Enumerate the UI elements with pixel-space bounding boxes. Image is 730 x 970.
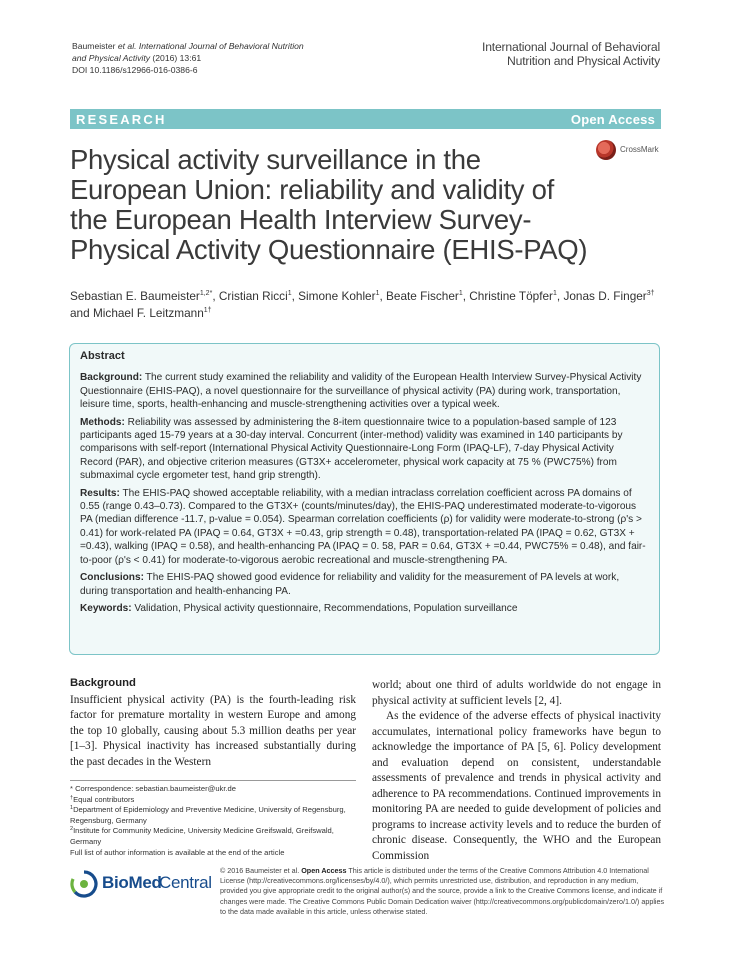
abstract-heading: Abstract xyxy=(80,350,125,362)
abstract-box xyxy=(69,343,660,655)
license-statement: © 2016 Baumeister et al. Open Access This article is distributed under the terms of the Creative Commons Attribution 4.0 International License (http://creativecommons.org/licenses/by/4.0/), which permits unrestricted use, distribution, and reproduction in any medium, provided you give appropriate credit to the original author(s) and the source, provide a link to the Creative Commons license, and indicate if changes were made. The Creative Commons Public Domain Dedication waiver (http://creativecommons.org/publicdomain/zero/1.0/) applies to the data made available in this article, unless otherwise stated. xyxy=(220,866,665,916)
body-paragraph: As the evidence of the adverse effects of physical inactivity accumulates, international policy frameworks have begun to acknowledge the importance of PA [5, 6]. Policy development and evaluation depend on consistent, understandable assessments of prevalence and trends in physical activity and adherence to PA recommendations. Continued improvements in monitoring PA are needed to guide development of policies and programs to increase activity levels and to reduce the burden of chronic disease. Consequently, the WHO and the European Commission xyxy=(372,710,661,862)
body-left-column xyxy=(70,676,356,770)
citation-journal-2: and Physical Activity xyxy=(72,53,151,63)
author: Michael F. Leitzmann$^{1\dagger}$ xyxy=(92,306,212,320)
citation-volume: (2016) 13:61 xyxy=(150,53,202,63)
section-heading-background: Background xyxy=(70,677,136,689)
crossmark-icon xyxy=(596,140,616,160)
citation-header xyxy=(72,40,372,76)
correspondence[interactable]: * Correspondence: sebastian.baumeister@ukr.de xyxy=(70,784,237,793)
body-paragraph: world; about one third of adults worldwide do not engage in physical activity at sufficient levels [2, 4]. xyxy=(372,679,661,707)
article-type-label: RESEARCH xyxy=(76,111,167,127)
author: Beate Fischer$^1$ xyxy=(386,289,463,303)
doi[interactable]: DOI 10.1186/s12966-016-0386-6 xyxy=(72,65,198,75)
publisher-name-rest: Central xyxy=(159,873,212,892)
journal-name-line1: International Journal of Behavioral xyxy=(482,40,660,54)
author-list: Sebastian E. Baumeister$^{1,2*}$, Cristian Ricci$^1$, Simone Kohler$^1$, Beate Fischer$^1$, Christine Töpfer$^1$, Jonas D. Finger$^{3\dagger}$ and Michael F. Leitzmann$^{1\dagger}$ xyxy=(70,289,655,320)
journal-name-line2: Nutrition and Physical Activity xyxy=(507,54,660,68)
publisher-name-bold: BioMed xyxy=(102,873,162,892)
crossmark-badge[interactable] xyxy=(596,140,666,162)
body-right-column xyxy=(372,678,661,864)
author: Cristian Ricci$^1$ xyxy=(218,289,292,303)
affiliation-1: $^1$Department of Epidemiology and Preventive Medicine, University of Regensburg, Regensburg, Germany xyxy=(70,805,346,825)
citation-authors: Baumeister xyxy=(72,41,118,51)
abstract-methods: Methods: Reliability was assessed by administering the 8-item questionnaire twice to a population-based sample of 123 participants aged 15-79 years at a 30-day interval. Concurrent (inter-method) validity was examined in 140 participants by comparisons with self-report (International Physical Activity Questionnaire-Long Form (IPAQ-LF), 7-day Physical Activity Record (PAR), and objective criterion measures (GT3X+ accelerometer, physical work capacity at 75 % (PWC75%) from submaximal cycle ergometer test, hand grip strength). xyxy=(80,416,623,482)
citation-journal-1: et al. International Journal of Behavioral Nutrition xyxy=(117,41,304,51)
author: Sebastian E. Baumeister$^{1,2*}$ xyxy=(70,289,213,303)
equal-contributors: †Equal contributors xyxy=(70,794,135,804)
author: Simone Kohler$^1$ xyxy=(298,289,380,303)
biomed-central-logo xyxy=(70,868,210,898)
body-paragraph: Insufficient physical activity (PA) is the fourth-leading risk factor for premature mortality in western Europe and among the top 10 globally, causing about 5.3 million deaths per year [1–3]. Physical inactivity has increased substantially during the past decades in the Western xyxy=(70,693,356,768)
abstract-results: Results: The EHIS-PAQ showed acceptable reliability, with a median intraclass correlation coefficient across PA domains of 0.55 (range 0.43–0.73). Compared to the GT3X+ (counts/minutes/day), the EHIS-PAQ underestimated moderate-to-vigorous PA (median difference -11.7, p-value = 0.054). Spearman correlation coefficients (ρ) for validity were moderate-to-strong (ρ's > 0.41) for work-related PA (IPAQ = 0.64, GT3X + =0.43, grip strength = 0.48), transportation-related PA (IPAQ = 0.62, GT3X + =0.43), walking (IPAQ = 0.58), and health-enhancing PA (IPAQ = 0. 58, PAR = 0.64, GT3X + =0.44, PWC75% = 0.48), and fair-to-poor (ρ's < 0.41) for moderate-to-vigorous aerobic recreational and muscle-strengthening PA. xyxy=(80,487,646,566)
journal-name xyxy=(400,40,660,68)
abstract-conclusions: Conclusions: The EHIS-PAQ showed good evidence for reliability and validity for the measurement of PA levels at work, during transportation and health-enhancing PA. xyxy=(80,572,620,597)
affiliation-2: $^2$Institute for Community Medicine, University Medicine Greifswald, Greifswald, Germany xyxy=(70,826,334,846)
footnotes xyxy=(70,784,360,858)
author: Jonas D. Finger$^{3\dagger}$ xyxy=(563,289,655,303)
article-title: Physical activity surveillance in the European Union: reliability and validity of the European Health Interview Survey-Physical Activity Questionnaire (EHIS-PAQ) xyxy=(70,144,588,265)
abstract-keywords: Keywords: Validation, Physical activity questionnaire, Recommendations, Population surveillance xyxy=(80,602,518,614)
biomed-central-icon xyxy=(70,870,98,898)
open-access-label: Open Access xyxy=(570,111,655,127)
crossmark-label: CrossMark xyxy=(620,145,659,154)
author: Christine Töpfer$^1$ xyxy=(469,289,557,303)
author-info-note: Full list of author information is available at the end of the article xyxy=(70,847,285,857)
article-type-banner xyxy=(70,109,661,129)
footnote-divider xyxy=(70,780,356,781)
abstract-background: Background: The current study examined the reliability and validity of the European Health Interview Survey-Physical Activity Questionnaire (EHIS-PAQ), a novel questionnaire for the surveillance of physical activity (PA) during work, transportation, leisure time, sports, health-enhancing and muscle-strengthening activities over a typical week. xyxy=(80,372,642,411)
